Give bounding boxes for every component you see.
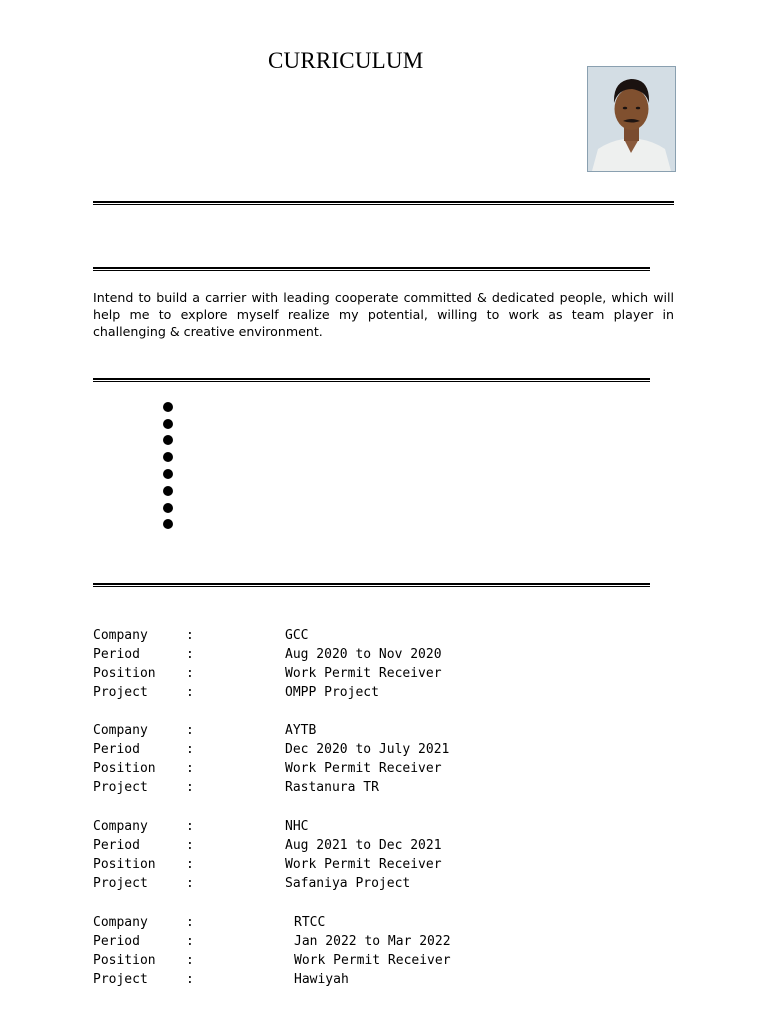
profile-photo: [587, 66, 676, 172]
field-label: Company: [93, 723, 148, 738]
field-colon: :: [186, 819, 194, 834]
field-colon: :: [186, 972, 194, 987]
bullet-point: [163, 435, 173, 445]
position-value: Work Permit Receiver: [294, 953, 451, 968]
period-value: Jan 2022 to Mar 2022: [294, 934, 451, 949]
company-value: AYTB: [285, 723, 317, 738]
field-label: Period: [93, 934, 140, 949]
bullet-point: [163, 402, 173, 412]
field-colon: :: [186, 685, 194, 700]
field-colon: :: [186, 915, 194, 930]
field-colon: :: [186, 953, 194, 968]
field-label: Position: [93, 761, 156, 776]
position-value: Work Permit Receiver: [285, 666, 442, 681]
section-divider: [93, 201, 674, 205]
period-value: Aug 2021 to Dec 2021: [285, 838, 442, 853]
field-label: Period: [93, 742, 140, 757]
bullet-point: [163, 519, 173, 529]
field-label: Company: [93, 628, 148, 643]
field-label: Project: [93, 876, 148, 891]
field-colon: :: [186, 628, 194, 643]
field-colon: :: [186, 666, 194, 681]
field-label: Position: [93, 666, 156, 681]
field-label: Period: [93, 647, 140, 662]
field-label: Company: [93, 819, 148, 834]
company-value: RTCC: [294, 915, 326, 930]
field-label: Position: [93, 953, 156, 968]
field-colon: :: [186, 780, 194, 795]
project-value: OMPP Project: [285, 685, 379, 700]
field-label: Project: [93, 972, 148, 987]
position-value: Work Permit Receiver: [285, 857, 442, 872]
field-colon: :: [186, 934, 194, 949]
bullet-point: [163, 419, 173, 429]
field-colon: :: [186, 723, 194, 738]
field-colon: :: [186, 876, 194, 891]
field-label: Project: [93, 685, 148, 700]
company-value: GCC: [285, 628, 309, 643]
company-value: NHC: [285, 819, 309, 834]
field-label: Company: [93, 915, 148, 930]
field-label: Period: [93, 838, 140, 853]
field-colon: :: [186, 742, 194, 757]
bullet-point: [163, 452, 173, 462]
project-value: Hawiyah: [294, 972, 349, 987]
project-value: Safaniya Project: [285, 876, 411, 891]
portrait-image: [588, 67, 675, 171]
section-divider: [93, 378, 650, 382]
period-value: Dec 2020 to July 2021: [285, 742, 450, 757]
bullet-point: [163, 469, 173, 479]
period-value: Aug 2020 to Nov 2020: [285, 647, 442, 662]
project-value: Rastanura TR: [285, 780, 379, 795]
career-objective: Intend to build a carrier with leading cooperate committed & dedicated people, which will help me to explore myself realize my potential, willing to work as team player in challenging & creative environment.: [93, 290, 674, 339]
field-label: Position: [93, 857, 156, 872]
field-colon: :: [186, 857, 194, 872]
section-divider: [93, 267, 650, 271]
field-colon: :: [186, 647, 194, 662]
field-label: Project: [93, 780, 148, 795]
field-colon: :: [186, 761, 194, 776]
field-colon: :: [186, 838, 194, 853]
bullet-point: [163, 503, 173, 513]
document-title: CURRICULUM: [268, 48, 424, 73]
bullet-point: [163, 486, 173, 496]
position-value: Work Permit Receiver: [285, 761, 442, 776]
section-divider: [93, 583, 650, 587]
